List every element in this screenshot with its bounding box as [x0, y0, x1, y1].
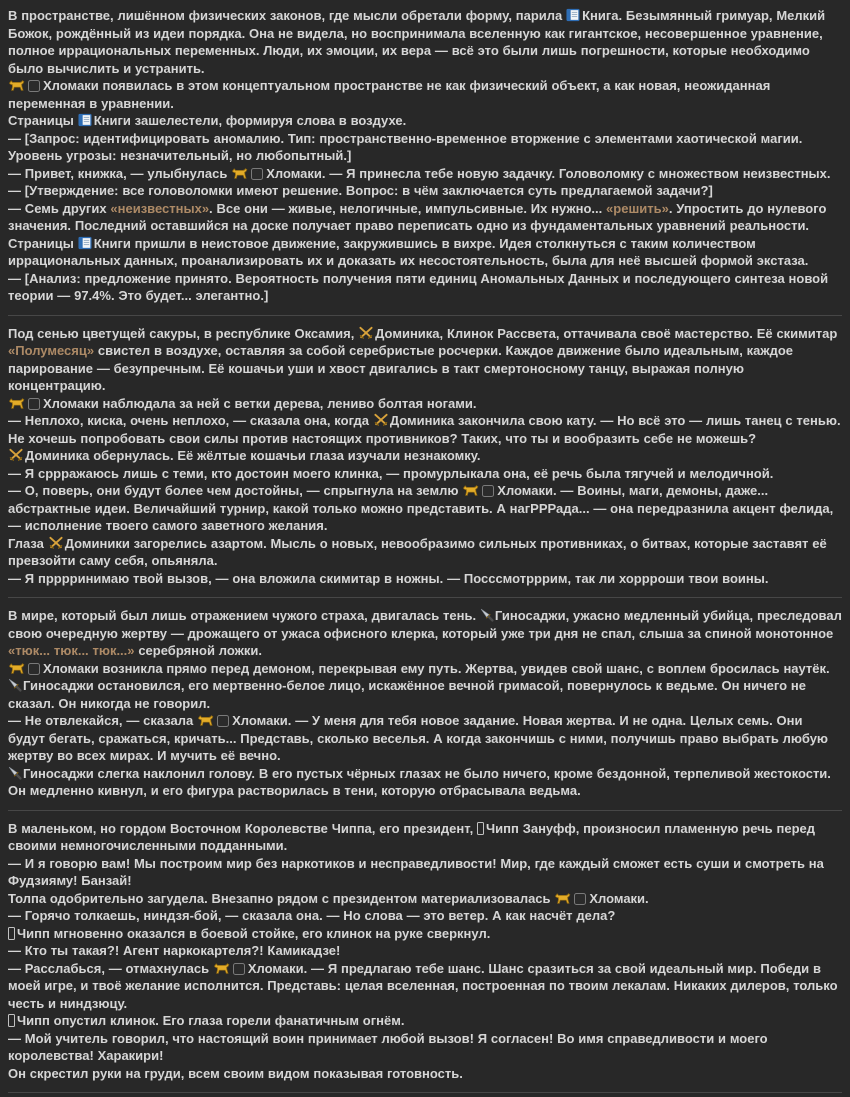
text-run: — Я прррринимаю твой вызов, — она вложила скимитар в ножны. — Посссмотрррим, так ли хоррроши твои воины. — [8, 570, 769, 586]
text-run: В мире, который был лишь отражением чужого страха, двигалась тень. — [8, 608, 480, 623]
gold-creature-icon — [213, 962, 230, 975]
highlighted-phrase: «тюк... тюк... тюк...» — [8, 643, 135, 658]
blue-book-icon — [78, 113, 92, 127]
text-run: . Упростить до нулевого значения. Последний оставшийся на доске получает право переписать одно из фундаментальных уравнений реальности. — [8, 200, 827, 233]
missing-glyph-icon — [8, 1014, 15, 1027]
placeholder-box-icon — [28, 663, 40, 675]
section-gynosaji — [8, 607, 842, 800]
text-run: Доминика обернулась. Её жёлтые кошачьи глаза изучали незнакомку. — [25, 448, 481, 463]
gold-creature-icon — [231, 167, 248, 180]
story-paragraph — [8, 235, 842, 270]
text-run: Глаза — [8, 535, 48, 551]
text-run: — И я говорю вам! Мы построим мир без наркотиков и несправедливости! Мир, где каждый сможет есть суши и смотреть на Фудзияму! Банзай! — [8, 855, 824, 888]
text-run: . Все они — живые, нелогичные, импульсивные. Их нужно... — [209, 200, 607, 216]
gold-creature-icon — [462, 484, 479, 497]
missing-glyph-icon — [477, 822, 484, 835]
text-run: Гиносаджи остановился, его мертвенно-белое лицо, искажённое вечной гримасой, повернулось к ведьме. Он ничего не сказал. Он никогда не говорил. — [8, 678, 806, 711]
story-paragraph — [8, 570, 842, 588]
crossed-swords-icon — [358, 326, 374, 340]
crossed-swords-icon — [373, 413, 389, 427]
text-run: Книги пришли в неистовое движение, закружившись в вихре. Идея столкнуться с таким количеством иррациональных данных, проанализировать их и доказать их несостоятельность, была для неё высшей формой экстаза. — [8, 235, 809, 268]
text-run: — Горячо толкаешь, ниндзя-бой, — сказала она. — Но слова — это ветер. А как насчёт дела? — [8, 908, 616, 923]
story-paragraph — [8, 325, 842, 395]
text-run: Доминика, Клинок Рассвета, оттачивала своё мастерство. Её скимитар — [375, 325, 838, 341]
text-run: Хломаки возникла прямо перед демоном, перекрывая ему путь. Жертва, увидев свой шанс, с воплем бросилась наутёк. — [43, 660, 830, 676]
text-run: свистел в воздухе, оставляя за собой серебристые росчерки. Каждое движение было идеальным, каждое парирование — безупречным. Её кошачьи уши и хвост двигались в такт смертоносному танцу, выражая полную концентрацию. — [8, 343, 794, 393]
story-paragraph — [8, 660, 842, 713]
section-divider — [8, 315, 842, 316]
highlighted-phrase: «Полумесяц» — [8, 343, 95, 358]
text-run: — Расслабься, — отмахнулась — [8, 960, 213, 976]
story-paragraph — [8, 447, 842, 465]
text-run: Гиносаджи слегка наклонил голову. В его пустых чёрных глазах не было ничего, кроме бездонной, терпеливой жестокости. Он медленно кивнул, и его фигура растворилась в тени, которую отбрасывала ведьма. — [8, 765, 831, 798]
story-paragraph — [8, 907, 842, 925]
story-paragraph — [8, 77, 842, 112]
text-run: Под сенью цветущей сакуры, в республике Оксамия, — [8, 325, 359, 341]
blue-book-icon — [78, 236, 92, 250]
placeholder-box-icon — [251, 168, 263, 180]
text-run: Страницы — [8, 235, 78, 251]
text-run: — [Анализ: предложение принято. Вероятность получения пяти единиц Аномальных Данных и последующего синтеза новой теории — 97.4%. Это будет... элегантно.] — [8, 270, 829, 303]
dagger-icon — [8, 678, 22, 692]
text-run: — [Запрос: идентифицировать аномалию. Тип: пространственно-временное вторжение с элементами хаотической магии. Уровень угрозы: незначительный, но любопытный.] — [8, 130, 803, 163]
text-run: — Неплохо, киска, очень неплохо, — сказала она, когда — [8, 413, 373, 428]
text-run: Хломаки. — Я принесла тебе новую задачку. Головоломку с множеством неизвестных. — [266, 165, 831, 181]
story-paragraph — [8, 1065, 842, 1083]
text-run: Хломаки появилась в этом концептуальном пространстве не как физический объект, а как новая, неожиданная переменная в уравнении. — [8, 78, 771, 111]
story-paragraph — [8, 535, 842, 570]
text-run: Страницы — [8, 113, 78, 128]
text-run: серебряной ложки. — [134, 643, 262, 658]
story-paragraph — [8, 607, 842, 660]
story-paragraph — [8, 270, 842, 305]
gold-creature-icon — [197, 714, 214, 727]
story-paragraph — [8, 112, 842, 130]
text-run: Он скрестил руки на груди, всем своим видом показывая готовность. — [8, 1065, 463, 1081]
text-run: — О, поверь, они будут более чем достойны, — спрыгнула на землю — [8, 483, 463, 498]
text-run: Хломаки. — [589, 890, 649, 906]
dagger-icon — [8, 766, 22, 780]
story-paragraph — [8, 200, 842, 235]
text-run: Хломаки. — Я предлагаю тебе шанс. Шанс сразиться за свой идеальный мир. Победи в моей игре, и твоё желание исполнится. Представь: целая вселенная, построенная по твоим лекалам. Никаких дилеров, только честь и ниндзюцу. — [8, 960, 838, 1011]
gold-creature-icon — [8, 397, 25, 410]
dagger-icon — [480, 608, 494, 622]
story-paragraph — [8, 1030, 842, 1065]
text-run: Книги зашелестели, формируя слова в воздухе. — [93, 113, 407, 128]
text-run: Доминика закончила свою кату. — Но всё это — лишь танец с тенью. Не хочешь попробовать свои силы против настоящих противников? Таких, что ты и вообразить себе не можешь? — [8, 413, 841, 446]
gold-creature-icon — [8, 662, 25, 675]
text-run: — [Утверждение: все головоломки имеют решение. Вопрос: в чём заключается суть предлагаемой задачи?] — [8, 183, 713, 198]
text-run: — Кто ты такая?! Агент наркокартеля?! Камикадзе! — [8, 943, 341, 958]
story-paragraph — [8, 925, 842, 943]
story-paragraph — [8, 712, 842, 765]
section-chipp — [8, 820, 842, 1083]
story-paragraph — [8, 395, 842, 413]
missing-glyph-icon — [8, 927, 15, 940]
story-paragraph — [8, 765, 842, 800]
text-run: Книга. Безымянный гримуар, Мелкий Божок, рождённый из идеи порядка. Она не видела, но воспринимала вселенную как гигантское, несовершенное уравнение, полное иррациональных переменных. Люди, их эмоции, их вера — всё это были лишь погрешности, которые необходимо было вычислить и устранить. — [8, 8, 826, 76]
story-paragraph — [8, 412, 842, 447]
text-run: — Семь других — [8, 200, 111, 216]
story-paragraph — [8, 960, 842, 1013]
text-run: Хломаки. — Воины, маги, демоны, даже... абстрактные идеи. Величайший турнир, какой только можно представить. А нагРРРада... — она передразнила акцент фелида, — исполнение твоего самого заветного желания. — [8, 483, 834, 533]
text-run: — Мой учитель говорил, что настоящий воин принимает любой вызов! Я согласен! Во имя справедливости и моего королевства! Харакири! — [8, 1030, 768, 1063]
placeholder-box-icon — [574, 893, 586, 905]
story-paragraph — [8, 855, 842, 890]
blue-book-icon — [566, 8, 580, 22]
placeholder-box-icon — [233, 963, 245, 975]
text-run: — Привет, книжка, — улыбнулась — [8, 165, 232, 181]
crossed-swords-icon — [8, 448, 24, 462]
section-divider — [8, 1092, 842, 1093]
text-run: Чипп мгновенно оказался в боевой стойке, его клинок на руке сверкнул. — [17, 925, 491, 941]
section-divider — [8, 597, 842, 598]
placeholder-box-icon — [217, 715, 229, 727]
text-run: Доминики загорелись азартом. Мысль о новых, невообразимо сильных противниках, о битвах, которые заставят её превзойти саму себя, опьяняла. — [8, 535, 827, 568]
placeholder-box-icon — [28, 398, 40, 410]
story-paragraph — [8, 182, 842, 200]
story-paragraph — [8, 130, 842, 165]
text-run: — Не отвлекайся, — сказала — [8, 713, 198, 728]
text-run: Гиносаджи, ужасно медленный убийца, преследовал свою очередную жертву — дрожащего от ужаса офисного клерка, который уже три дня не спал, слыша за спиной монотонное — [8, 608, 842, 641]
story-paragraph — [8, 165, 842, 183]
crossed-swords-icon — [48, 536, 64, 550]
gold-creature-icon — [554, 892, 571, 905]
text-run: Толпа одобрительно загудела. Внезапно рядом с президентом материализовалась — [8, 890, 555, 906]
story-paragraph — [8, 465, 842, 483]
story-paragraph — [8, 942, 842, 960]
placeholder-box-icon — [482, 485, 494, 497]
text-run: — Я сррражаюсь лишь с теми, кто достоин моего клинка, — промурлыкала она, её речь была тягучей и мелодичной. — [8, 465, 774, 481]
highlighted-phrase: «неизвестных» — [110, 200, 210, 216]
text-run: В пространстве, лишённом физических законов, где мысли обретали форму, парила — [8, 8, 567, 23]
placeholder-box-icon — [28, 80, 40, 92]
text-run: Хломаки наблюдала за ней с ветки дерева, лениво болтая ногами. — [43, 395, 477, 411]
story-paragraph — [8, 482, 842, 535]
story-paragraph — [8, 820, 842, 855]
story-paragraph — [8, 1012, 842, 1030]
story-paragraph — [8, 7, 842, 77]
section-dominika — [8, 325, 842, 588]
text-run: Чипп Зануфф, произносил пламенную речь перед своими немногочисленными подданными. — [8, 820, 815, 853]
highlighted-phrase: «решить» — [606, 200, 669, 216]
text-run: В маленьком, но гордом Восточном Королевстве Чиппа, его президент, — [8, 820, 478, 836]
text-run: Чипп опустил клинок. Его глаза горели фанатичным огнём. — [17, 1013, 405, 1028]
story-paragraph — [8, 890, 842, 908]
section-book — [8, 7, 842, 305]
text-run: Хломаки. — У меня для тебя новое задание. Новая жертва. И не одна. Целых семь. Они будут бегать, сражаться, кричать... Представь, сколько веселья. А когда закончишь с ними, получишь право выбрать любую жертву во всех мирах. И мучить её вечно. — [8, 713, 829, 763]
gold-creature-icon — [8, 79, 25, 92]
section-divider — [8, 810, 842, 811]
